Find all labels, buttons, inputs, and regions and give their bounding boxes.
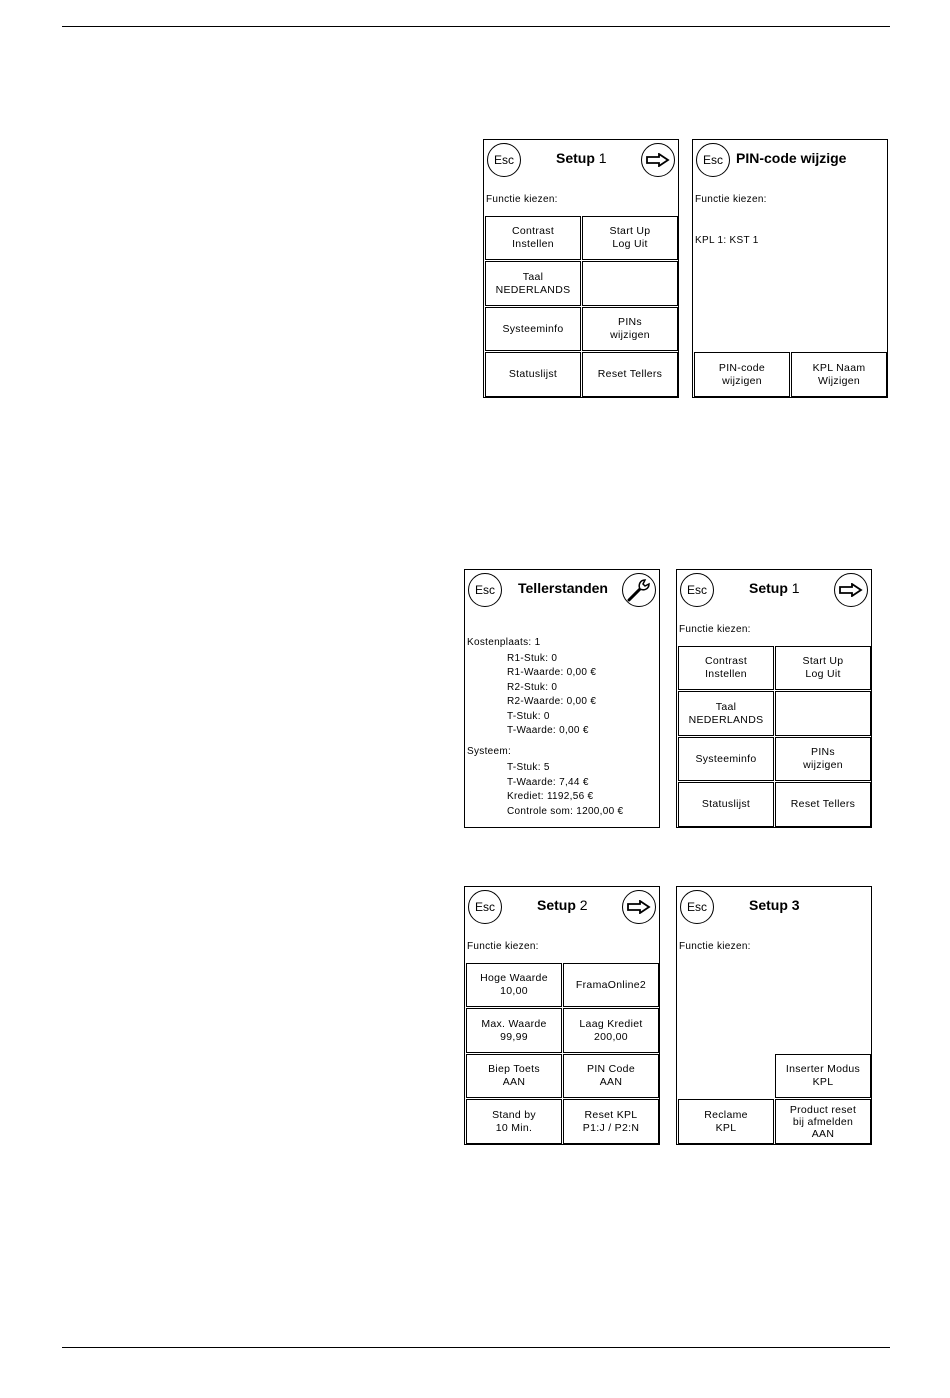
screen-setup3 [676, 886, 872, 1145]
statuslist-button[interactable]: Statuslijst [485, 352, 581, 397]
esc-button[interactable]: Esc [468, 890, 502, 924]
standby-button[interactable]: Stand by 10 Min. [466, 1099, 562, 1144]
prompt-text: Functie kiezen: [679, 624, 751, 635]
reset-counters-button[interactable]: Reset Tellers [775, 782, 871, 827]
screen-setup2 [464, 886, 660, 1145]
pins-change-button[interactable]: PINs wijzigen [582, 307, 678, 351]
system-line: T-Waarde: 7,44 € [507, 777, 589, 788]
screen-title: Setup 1 [556, 150, 607, 166]
counter-line: T-Waarde: 0,00 € [507, 725, 589, 736]
counter-line: T-Stuk: 0 [507, 711, 550, 722]
pin-code-button[interactable]: PIN Code AAN [563, 1054, 659, 1098]
reset-kpl-button[interactable]: Reset KPL P1:J / P2:N [563, 1099, 659, 1144]
pins-change-button[interactable]: PINs wijzigen [775, 737, 871, 781]
screen-title: Tellerstanden [518, 580, 608, 596]
screen-title: PIN-code wijzige [736, 150, 847, 166]
empty-button[interactable] [775, 691, 871, 736]
language-button[interactable]: Taal NEDERLANDS [485, 261, 581, 306]
contrast-button[interactable]: Contrast Instellen [485, 216, 581, 260]
cost-center-label: KPL 1: KST 1 [695, 235, 759, 246]
systeminfo-button[interactable]: Systeeminfo [678, 737, 774, 781]
systeminfo-button[interactable]: Systeeminfo [485, 307, 581, 351]
screen-title: Setup 2 [537, 897, 588, 913]
system-heading: Systeem: [467, 746, 512, 757]
esc-button[interactable]: Esc [487, 143, 521, 177]
prompt-text: Functie kiezen: [679, 941, 751, 952]
esc-button[interactable]: Esc [680, 573, 714, 607]
inserter-mode-button[interactable]: Inserter Modus KPL [775, 1054, 871, 1098]
product-reset-button[interactable]: Product reset bij afmelden AAN [775, 1099, 871, 1144]
screen-title: Setup 3 [749, 897, 800, 913]
screen-pincode [692, 139, 888, 398]
max-value-button[interactable]: Max. Waarde 99,99 [466, 1008, 562, 1053]
esc-button[interactable]: Esc [680, 890, 714, 924]
cost-center-heading: Kostenplaats: 1 [467, 637, 541, 648]
framaonline-button[interactable]: FramaOnline2 [563, 963, 659, 1007]
statuslist-button[interactable]: Statuslijst [678, 782, 774, 827]
contrast-button[interactable]: Contrast Instellen [678, 646, 774, 690]
counter-line: R2-Stuk: 0 [507, 682, 558, 693]
prompt-text: Functie kiezen: [486, 194, 558, 205]
counter-line: R1-Waarde: 0,00 € [507, 667, 597, 678]
pincode-change-button[interactable]: PIN-code wijzigen [694, 352, 790, 397]
esc-button[interactable]: Esc [696, 143, 730, 177]
counter-line: R2-Waarde: 0,00 € [507, 696, 597, 707]
high-value-button[interactable]: Hoge Waarde 10,00 [466, 963, 562, 1007]
next-arrow-icon[interactable] [834, 573, 868, 607]
wrench-icon[interactable] [622, 573, 656, 607]
empty-button[interactable] [582, 261, 678, 306]
prompt-text: Functie kiezen: [695, 194, 767, 205]
counter-line: R1-Stuk: 0 [507, 653, 558, 664]
screen-tellerstanden [464, 569, 660, 828]
startup-logout-button[interactable]: Start Up Log Uit [775, 646, 871, 690]
next-arrow-icon[interactable] [641, 143, 675, 177]
kpl-name-change-button[interactable]: KPL Naam Wijzigen [791, 352, 887, 397]
language-button[interactable]: Taal NEDERLANDS [678, 691, 774, 736]
esc-button[interactable]: Esc [468, 573, 502, 607]
startup-logout-button[interactable]: Start Up Log Uit [582, 216, 678, 260]
bottom-rule [62, 1347, 890, 1348]
advertisement-button[interactable]: Reclame KPL [678, 1099, 774, 1144]
system-line: Krediet: 1192,56 € [507, 791, 594, 802]
system-line: T-Stuk: 5 [507, 762, 550, 773]
system-line: Controle som: 1200,00 € [507, 806, 624, 817]
next-arrow-icon[interactable] [622, 890, 656, 924]
screen-title: Setup 1 [749, 580, 800, 596]
screen-setup1-top [483, 139, 679, 398]
reset-counters-button[interactable]: Reset Tellers [582, 352, 678, 397]
low-credit-button[interactable]: Laag Krediet 200,00 [563, 1008, 659, 1053]
prompt-text: Functie kiezen: [467, 941, 539, 952]
top-rule [62, 26, 890, 27]
beep-key-button[interactable]: Biep Toets AAN [466, 1054, 562, 1098]
screen-setup1-mid [676, 569, 872, 828]
